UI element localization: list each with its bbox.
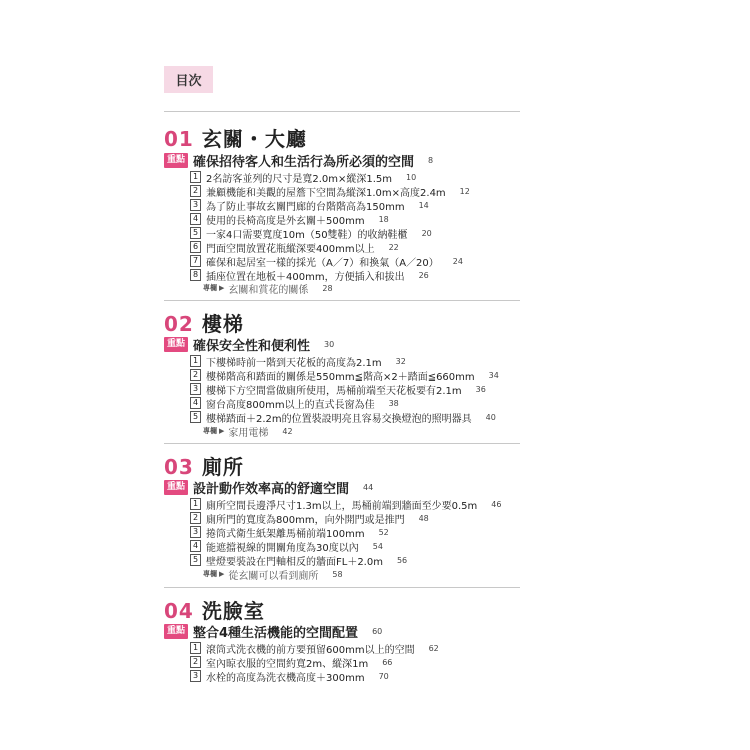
chapter-title: 廁所 <box>201 455 244 479</box>
page-number: 38 <box>388 398 399 408</box>
page-number: 48 <box>418 513 429 523</box>
item-text: 2名訪客並列的尺寸是寬2.0m×縱深1.5m <box>206 173 393 185</box>
page-number: 46 <box>491 499 502 509</box>
chapter-number: 01 <box>164 127 194 151</box>
key-badge: 重點 <box>164 153 188 168</box>
page-number: 66 <box>382 657 393 667</box>
toc-item <box>190 354 406 368</box>
column-entry <box>203 281 333 295</box>
item-text: 樓梯下方空間當做廁所使用，馬桶前端至天花板要有2.1m <box>206 385 462 397</box>
item-text: 一家4口需要寬度10m（50雙鞋）的收納鞋櫃 <box>206 229 408 241</box>
item-text: 插座位置在地板＋400mm，方便插入和拔出 <box>206 271 405 283</box>
item-index: 3 <box>190 383 201 395</box>
chapter-title: 玄關・大廳 <box>201 127 307 151</box>
chapter-heading-04 <box>164 595 265 624</box>
page-number: 32 <box>395 356 406 366</box>
page-number: 22 <box>388 242 399 252</box>
item-text: 壁燈要裝設在門軸相反的牆面FL＋2.0m <box>206 556 383 568</box>
page-number: 56 <box>396 555 408 565</box>
page-number: 8 <box>428 156 434 165</box>
column-text: 家用電梯 <box>228 427 269 439</box>
toc-item <box>190 641 439 655</box>
toc-item <box>190 382 486 396</box>
page-number: 42 <box>282 426 293 436</box>
item-text: 樓梯階高和踏面的關係是550mm≦階高×2＋踏面≦660mm <box>206 371 475 383</box>
item-index: 3 <box>190 526 201 538</box>
page-number: 20 <box>421 228 432 238</box>
item-text: 兼顧機能和美觀的屋簷下空間為縱深1.0m×高度2.4m <box>206 187 446 199</box>
page-number: 44 <box>363 483 374 492</box>
item-text: 室內晾衣服的空間約寬2m、縱深1m <box>206 658 369 670</box>
chapter-title: 洗臉室 <box>201 599 265 623</box>
item-index: 2 <box>190 656 201 668</box>
toc-item <box>190 396 399 410</box>
item-index: 6 <box>190 241 201 253</box>
page-number: 30 <box>324 340 335 349</box>
page-number: 24 <box>452 256 463 266</box>
toc-item <box>190 511 429 525</box>
item-index: 2 <box>190 185 201 197</box>
toc-item <box>190 240 399 254</box>
item-index: 5 <box>190 411 201 423</box>
toc-item <box>190 198 429 212</box>
item-text: 水栓的高度為洗衣機高度＋300mm <box>206 672 365 684</box>
item-index: 2 <box>190 512 201 524</box>
section-divider <box>164 587 520 588</box>
item-index: 1 <box>190 642 201 654</box>
toc-item <box>190 226 432 240</box>
toc-item <box>190 184 470 198</box>
chapter-number: 03 <box>164 455 194 479</box>
key-point-text: 確保安全性和便利性 <box>193 339 311 354</box>
item-index: 5 <box>190 554 201 566</box>
toc-item <box>190 268 429 282</box>
item-text: 使用的長椅高度是外玄關＋500mm <box>206 215 365 227</box>
section-divider <box>164 300 520 301</box>
chapter-number: 02 <box>164 312 194 336</box>
key-point-03 <box>164 478 373 497</box>
toc-item <box>190 655 392 669</box>
item-index: 1 <box>190 498 201 510</box>
item-index: 2 <box>190 369 201 381</box>
arrow-icon: ▶ <box>219 570 225 578</box>
toc-item <box>190 254 463 268</box>
column-entry <box>203 567 343 581</box>
chapter-title: 樓梯 <box>201 312 244 336</box>
item-index: 1 <box>190 355 201 367</box>
page-number: 52 <box>378 527 389 537</box>
key-point-04 <box>164 622 382 641</box>
arrow-icon: ▶ <box>219 427 225 435</box>
page-number: 40 <box>485 412 496 422</box>
column-tag: 專欄 <box>203 284 217 292</box>
key-point-text: 整合4種生活機能的空間配置 <box>193 626 359 641</box>
page-number: 12 <box>459 186 470 196</box>
key-badge: 重點 <box>164 337 188 352</box>
item-text: 門面空間放置花瓶縱深要400mm以上 <box>206 243 375 255</box>
toc-item <box>190 368 499 382</box>
key-point-01 <box>164 151 433 170</box>
item-text: 確保和起居室一樣的採光（A／7）和換氣（A／20） <box>206 257 439 269</box>
item-index: 7 <box>190 255 201 267</box>
column-text: 從玄關可以看到廁所 <box>228 570 319 582</box>
toc-item <box>190 669 389 683</box>
chapter-heading-01 <box>164 123 307 152</box>
item-text: 廁所空間長邊淨尺寸1.3m以上，馬桶前端到牆面至少要0.5m <box>206 500 478 512</box>
page-number: 26 <box>418 270 429 280</box>
toc-item <box>190 539 383 553</box>
key-point-text: 確保招待客人和生活行為所必須的空間 <box>193 155 415 170</box>
item-text: 捲筒式衛生紙架離馬桶前端100mm <box>206 528 365 540</box>
item-index: 1 <box>190 171 201 183</box>
arrow-icon: ▶ <box>219 284 225 292</box>
page-number: 60 <box>372 627 383 636</box>
chapter-heading-02 <box>164 308 244 337</box>
page-number: 58 <box>332 569 343 579</box>
item-index: 5 <box>190 227 201 239</box>
page-number: 14 <box>418 200 429 210</box>
page-number: 70 <box>378 671 389 681</box>
item-text: 窗台高度800mm以上的直式長窗為佳 <box>206 399 375 411</box>
page-number: 34 <box>488 370 499 380</box>
page-number: 54 <box>372 541 383 551</box>
page-number: 36 <box>475 384 486 394</box>
toc-label: 目次 <box>164 66 213 93</box>
column-entry <box>203 424 293 438</box>
column-tag: 專欄 <box>203 427 217 435</box>
section-divider <box>164 443 520 444</box>
key-point-text: 設計動作效率高的舒適空間 <box>193 482 350 497</box>
column-text: 玄關和賞花的關係 <box>228 284 309 296</box>
item-text: 為了防止事故玄關門廊的台階階高為150mm <box>206 201 405 213</box>
item-text: 下樓梯時前一階到天花板的高度為2.1m <box>206 357 382 369</box>
toc-item <box>190 525 389 539</box>
chapter-number: 04 <box>164 599 194 623</box>
item-text: 能遮擋視線的開關角度為30度以內 <box>206 542 359 554</box>
page-number: 10 <box>406 172 417 182</box>
item-text: 廁所門的寬度為800mm，向外開門或是推門 <box>206 514 405 526</box>
item-index: 3 <box>190 199 201 211</box>
item-text: 滾筒式洗衣機的前方要預留600mm以上的空間 <box>206 644 415 656</box>
item-index: 4 <box>190 397 201 409</box>
key-badge: 重點 <box>164 480 188 495</box>
section-divider <box>164 111 520 112</box>
key-point-02 <box>164 335 334 354</box>
toc-item <box>190 553 407 567</box>
page-number: 62 <box>428 643 439 653</box>
toc-item <box>190 170 416 184</box>
toc-item <box>190 410 496 424</box>
chapter-heading-03 <box>164 451 244 480</box>
item-text: 樓梯踏面＋2.2m的位置裝設明亮且容易交換燈泡的照明器具 <box>206 413 472 425</box>
page-number: 28 <box>322 283 333 293</box>
item-index: 4 <box>190 540 201 552</box>
key-badge: 重點 <box>164 624 188 639</box>
column-tag: 專欄 <box>203 570 217 578</box>
page-number: 18 <box>378 214 389 224</box>
toc-item <box>190 497 501 511</box>
item-index: 3 <box>190 670 201 682</box>
toc-item <box>190 212 389 226</box>
item-index: 8 <box>190 269 201 281</box>
item-index: 4 <box>190 213 201 225</box>
